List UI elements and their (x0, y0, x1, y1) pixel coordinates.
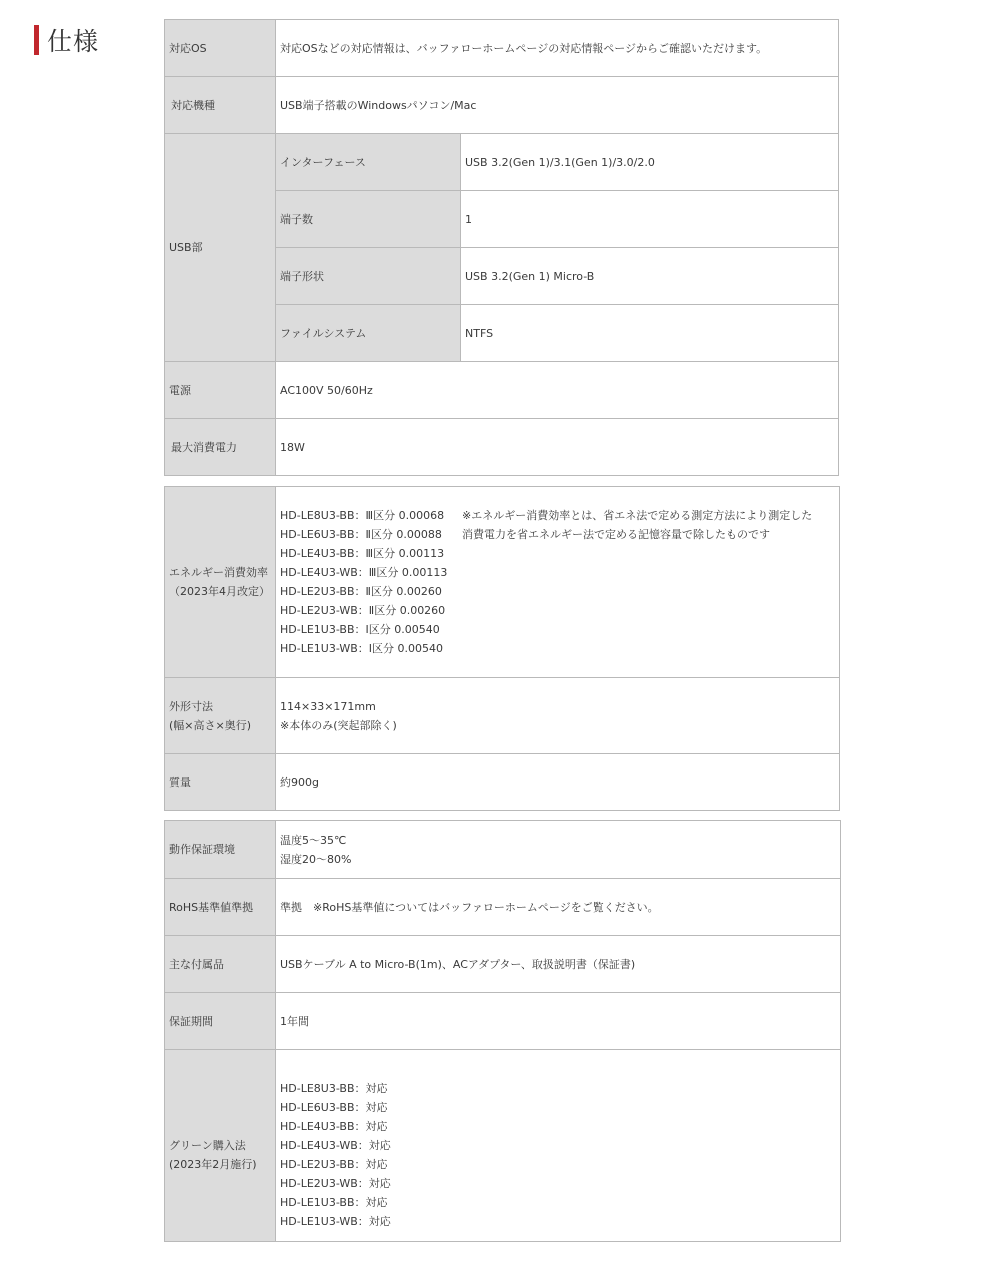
energy-model-line: HD-LE2U3-WB：Ⅱ区分 0.00260 (280, 604, 446, 617)
warranty-value: 1年間 (276, 993, 841, 1050)
green-purchase-line: HD-LE4U3-WB：対応 (280, 1139, 391, 1152)
energy-model-line: HD-LE4U3-WB：Ⅲ区分 0.00113 (280, 566, 448, 579)
dimensions-label-line: (幅×高さ×奥行) (169, 718, 252, 732)
os-label: 対応OS (165, 20, 276, 77)
power-value: AC100V 50/60Hz (276, 362, 839, 419)
spec-row-rohs (165, 879, 841, 936)
spec-row-usb-interface (165, 134, 839, 191)
spec-heading (34, 22, 99, 58)
energy-model-line: HD-LE8U3-BB：Ⅲ区分 0.00068 (280, 509, 445, 522)
dimensions-label (165, 678, 276, 754)
accessories-label: 主な付属品 (165, 936, 276, 993)
spec-table-1 (164, 19, 839, 476)
device-label: 対応機種 (165, 77, 276, 134)
energy-label-line: （2023年4月改定） (169, 585, 270, 598)
max-power-value: 18W (276, 419, 839, 476)
heading-accent-bar (34, 25, 39, 55)
usb-sub-value: NTFS (461, 305, 839, 362)
energy-model-line: HD-LE1U3-WB：Ⅰ区分 0.00540 (280, 642, 444, 655)
green-purchase-label-line: グリーン購入法 (169, 1139, 246, 1152)
usb-sub-label: インターフェース (276, 134, 461, 191)
spec-row-weight (165, 754, 840, 811)
usb-sub-value: USB 3.2(Gen 1) Micro-B (461, 248, 839, 305)
dimensions-value-line: ※本体のみ(突起部除く) (280, 718, 397, 732)
green-purchase-line: HD-LE8U3-BB：対応 (280, 1082, 388, 1095)
energy-model-line: HD-LE4U3-BB：Ⅲ区分 0.00113 (280, 547, 445, 560)
spec-row-environment (165, 821, 841, 879)
usb-sub-label: ファイルシステム (276, 305, 461, 362)
energy-value (276, 487, 840, 678)
usb-sub-label: 端子形状 (276, 248, 461, 305)
os-value: 対応OSなどの対応情報は、バッファローホームページの対応情報ページからご確認いただけます。 (276, 20, 839, 77)
green-purchase-value (276, 1050, 841, 1242)
spec-row-device (165, 77, 839, 134)
green-purchase-line: HD-LE2U3-WB：対応 (280, 1177, 391, 1190)
page-title: 仕様 (47, 27, 100, 56)
environment-value (276, 821, 841, 879)
spec-row-os (165, 20, 839, 77)
energy-model-line: HD-LE2U3-BB：Ⅱ区分 0.00260 (280, 585, 442, 598)
energy-model-line: HD-LE6U3-BB：Ⅱ区分 0.00088 (280, 528, 442, 541)
green-purchase-line: HD-LE6U3-BB：対応 (280, 1101, 388, 1114)
weight-label: 質量 (165, 754, 276, 811)
energy-model-list (280, 506, 462, 658)
environment-label: 動作保証環境 (165, 821, 276, 879)
usb-sub-value: 1 (461, 191, 839, 248)
rohs-value: 準拠 ※RoHS基準値についてはバッファローホームページをご覧ください。 (276, 879, 841, 936)
spec-row-dimensions (165, 678, 840, 754)
environment-value-line: 温度5～35℃ (280, 833, 347, 847)
usb-sub-value: USB 3.2(Gen 1)/3.1(Gen 1)/3.0/2.0 (461, 134, 839, 191)
energy-note-line: ※エネルギー消費効率とは、省エネ法で定める測定方法により測定した (462, 509, 813, 522)
accessories-value: USBケーブル A to Micro-B(1m)、ACアダプター、取扱説明書（保証書) (276, 936, 841, 993)
environment-value-line: 湿度20～80% (280, 852, 352, 866)
weight-value: 約900g (276, 754, 840, 811)
energy-label-line: エネルギー消費効率 (169, 566, 268, 579)
spec-row-power (165, 362, 839, 419)
green-purchase-line: HD-LE2U3-BB：対応 (280, 1158, 388, 1171)
power-label: 電源 (165, 362, 276, 419)
green-purchase-line: HD-LE1U3-WB：対応 (280, 1215, 391, 1228)
energy-note (462, 506, 835, 658)
dimensions-value (276, 678, 840, 754)
spec-table-2 (164, 486, 840, 811)
usb-label: USB部 (165, 134, 276, 362)
green-purchase-line: HD-LE4U3-BB：対応 (280, 1120, 388, 1133)
spec-row-accessories (165, 936, 841, 993)
spec-row-green-purchase (165, 1050, 841, 1242)
energy-label (165, 487, 276, 678)
usb-sub-label: 端子数 (276, 191, 461, 248)
warranty-label: 保証期間 (165, 993, 276, 1050)
spec-table-3 (164, 820, 841, 1242)
spec-row-energy (165, 487, 840, 678)
green-purchase-label (165, 1050, 276, 1242)
spec-row-max-power (165, 419, 839, 476)
green-purchase-line: HD-LE1U3-BB：対応 (280, 1196, 388, 1209)
dimensions-value-line: 114×33×171mm (280, 699, 376, 713)
max-power-label: 最大消費電力 (165, 419, 276, 476)
green-purchase-label-line: (2023年2月施行) (169, 1158, 257, 1171)
rohs-label: RoHS基準値準拠 (165, 879, 276, 936)
spec-row-warranty (165, 993, 841, 1050)
device-value: USB端子搭載のWindowsパソコン/Mac (276, 77, 839, 134)
energy-model-line: HD-LE1U3-BB：Ⅰ区分 0.00540 (280, 623, 440, 636)
energy-note-line: 消費電力を省エネルギー法で定める記憶容量で除したものです (462, 528, 770, 541)
dimensions-label-line: 外形寸法 (169, 699, 213, 713)
